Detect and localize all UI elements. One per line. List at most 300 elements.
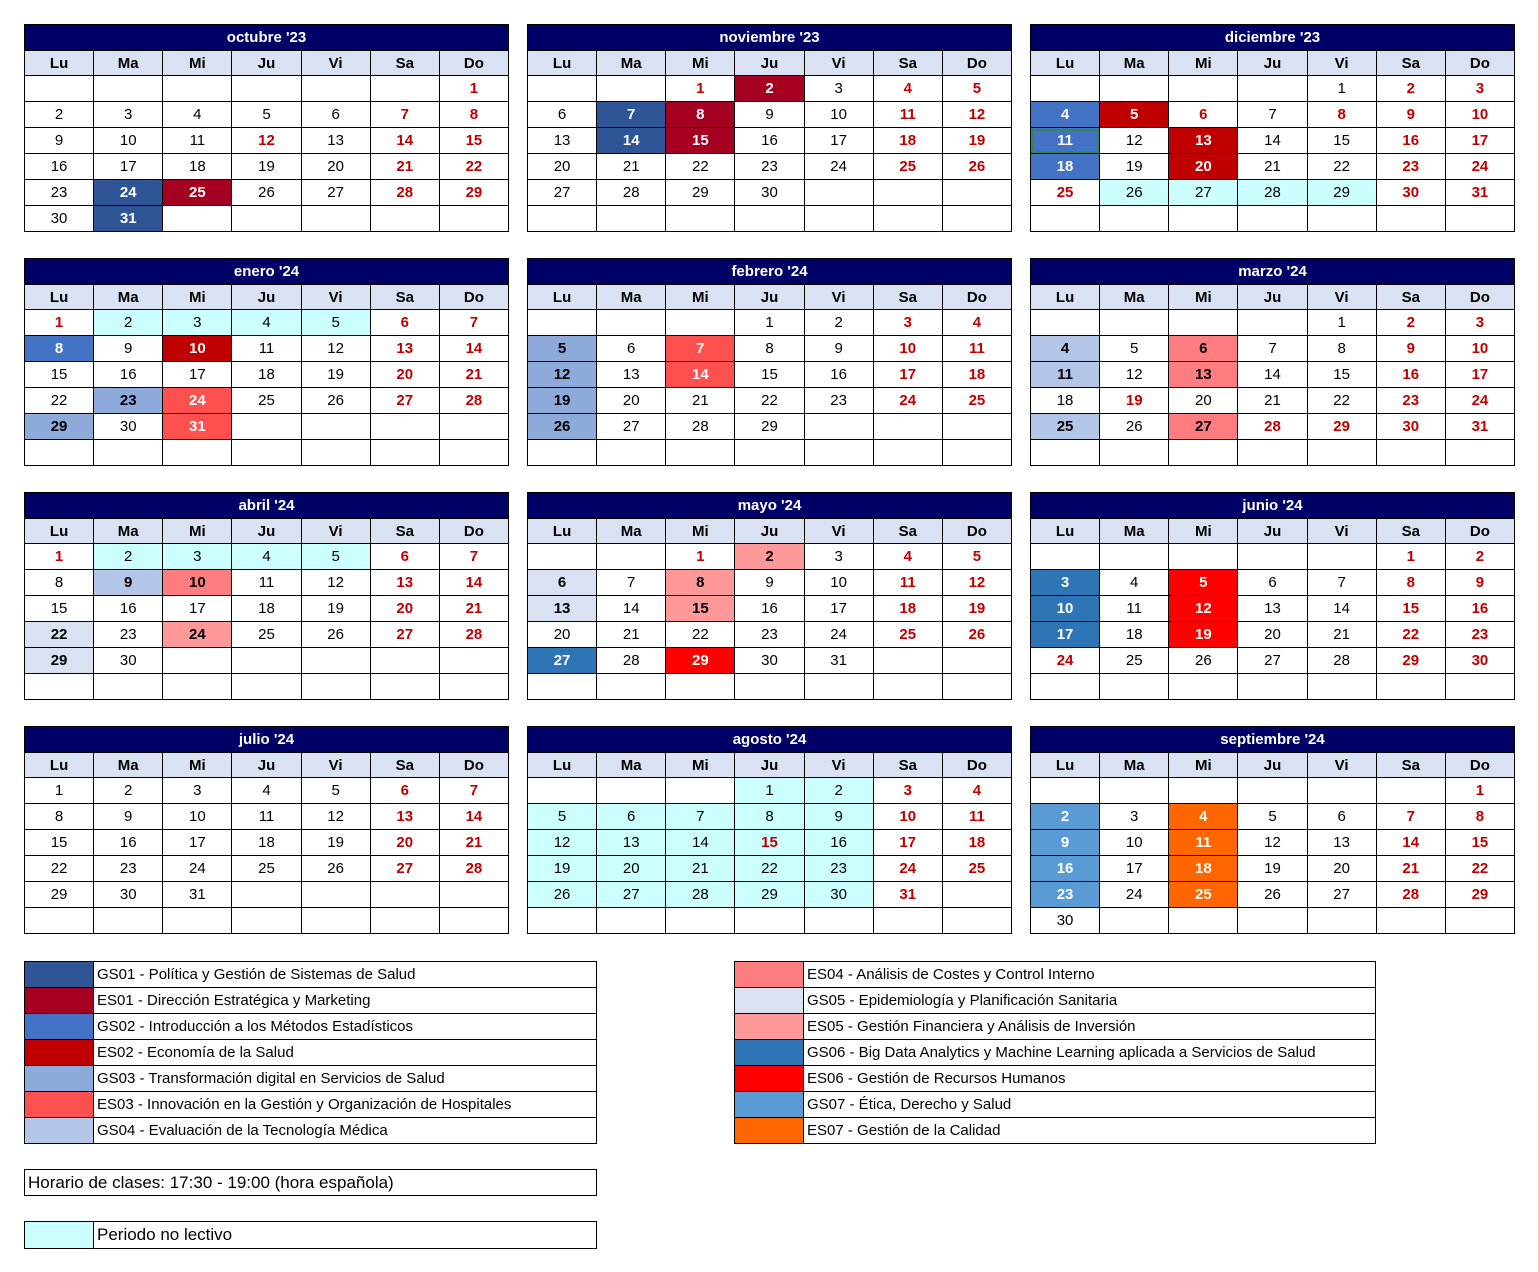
day-cell[interactable]: 7: [439, 778, 508, 804]
day-cell[interactable]: 31: [163, 882, 232, 908]
day-cell[interactable]: 6: [370, 544, 439, 570]
day-cell[interactable]: 23: [1031, 882, 1100, 908]
day-cell[interactable]: 29: [666, 180, 735, 206]
day-cell[interactable]: 26: [1100, 414, 1169, 440]
day-cell[interactable]: 26: [232, 180, 301, 206]
day-cell[interactable]: 7: [666, 804, 735, 830]
day-cell[interactable]: 14: [1376, 830, 1445, 856]
day-cell[interactable]: 16: [94, 830, 163, 856]
day-cell[interactable]: 19: [942, 596, 1011, 622]
day-cell[interactable]: 24: [873, 856, 942, 882]
day-cell[interactable]: 16: [1031, 856, 1100, 882]
day-cell[interactable]: 22: [1307, 154, 1376, 180]
day-cell[interactable]: 26: [528, 414, 597, 440]
day-cell[interactable]: 15: [666, 128, 735, 154]
day-cell[interactable]: 28: [439, 388, 508, 414]
day-cell[interactable]: 12: [232, 128, 301, 154]
day-cell[interactable]: 30: [94, 648, 163, 674]
day-cell[interactable]: 8: [1307, 336, 1376, 362]
day-cell[interactable]: 16: [735, 596, 804, 622]
day-cell[interactable]: 9: [94, 336, 163, 362]
day-cell[interactable]: 7: [1238, 102, 1307, 128]
day-cell[interactable]: 19: [1100, 388, 1169, 414]
day-cell[interactable]: 2: [1376, 310, 1445, 336]
day-cell[interactable]: 14: [439, 804, 508, 830]
day-cell[interactable]: 16: [735, 128, 804, 154]
day-cell[interactable]: 4: [1100, 570, 1169, 596]
day-cell[interactable]: 15: [1307, 362, 1376, 388]
day-cell[interactable]: 5: [301, 544, 370, 570]
day-cell[interactable]: 10: [1031, 596, 1100, 622]
day-cell[interactable]: 19: [301, 596, 370, 622]
day-cell[interactable]: 26: [942, 154, 1011, 180]
day-cell[interactable]: 7: [439, 310, 508, 336]
day-cell[interactable]: 16: [1445, 596, 1514, 622]
day-cell[interactable]: 25: [163, 180, 232, 206]
day-cell[interactable]: 12: [942, 570, 1011, 596]
day-cell[interactable]: 12: [528, 362, 597, 388]
day-cell[interactable]: 6: [528, 570, 597, 596]
day-cell[interactable]: 10: [1445, 102, 1514, 128]
day-cell[interactable]: 21: [370, 154, 439, 180]
day-cell[interactable]: 19: [301, 830, 370, 856]
day-cell[interactable]: 2: [94, 310, 163, 336]
day-cell[interactable]: 16: [1376, 128, 1445, 154]
day-cell[interactable]: 12: [1100, 128, 1169, 154]
day-cell[interactable]: 6: [528, 102, 597, 128]
day-cell[interactable]: 14: [439, 570, 508, 596]
day-cell[interactable]: 9: [1376, 336, 1445, 362]
day-cell[interactable]: 22: [666, 622, 735, 648]
day-cell[interactable]: 25: [1031, 180, 1100, 206]
day-cell[interactable]: 13: [370, 336, 439, 362]
day-cell[interactable]: 28: [1307, 648, 1376, 674]
day-cell[interactable]: 5: [1100, 336, 1169, 362]
day-cell[interactable]: 6: [597, 804, 666, 830]
day-cell[interactable]: 16: [94, 362, 163, 388]
day-cell[interactable]: 2: [25, 102, 94, 128]
day-cell[interactable]: 21: [439, 830, 508, 856]
day-cell[interactable]: 25: [873, 622, 942, 648]
day-cell[interactable]: 6: [370, 310, 439, 336]
day-cell[interactable]: 23: [1445, 622, 1514, 648]
day-cell[interactable]: 10: [873, 804, 942, 830]
day-cell[interactable]: 14: [666, 830, 735, 856]
day-cell[interactable]: 14: [1238, 362, 1307, 388]
day-cell[interactable]: 2: [1031, 804, 1100, 830]
day-cell[interactable]: 18: [873, 128, 942, 154]
day-cell[interactable]: 26: [1169, 648, 1238, 674]
day-cell[interactable]: 13: [1307, 830, 1376, 856]
day-cell[interactable]: 31: [1445, 414, 1514, 440]
day-cell[interactable]: 13: [301, 128, 370, 154]
day-cell[interactable]: 21: [439, 596, 508, 622]
day-cell[interactable]: 19: [1100, 154, 1169, 180]
day-cell[interactable]: 22: [25, 622, 94, 648]
day-cell[interactable]: 20: [1307, 856, 1376, 882]
day-cell[interactable]: 30: [1031, 908, 1100, 934]
day-cell[interactable]: 9: [94, 804, 163, 830]
day-cell[interactable]: 16: [1376, 362, 1445, 388]
day-cell[interactable]: 10: [94, 128, 163, 154]
day-cell[interactable]: 1: [666, 76, 735, 102]
day-cell[interactable]: 14: [666, 362, 735, 388]
day-cell[interactable]: 5: [528, 804, 597, 830]
day-cell[interactable]: 24: [163, 388, 232, 414]
day-cell[interactable]: 4: [942, 778, 1011, 804]
day-cell[interactable]: 1: [25, 310, 94, 336]
day-cell[interactable]: 26: [301, 622, 370, 648]
day-cell[interactable]: 24: [804, 154, 873, 180]
day-cell[interactable]: 13: [528, 596, 597, 622]
day-cell[interactable]: 11: [873, 570, 942, 596]
day-cell[interactable]: 27: [528, 648, 597, 674]
day-cell[interactable]: 1: [735, 778, 804, 804]
day-cell[interactable]: 17: [163, 830, 232, 856]
day-cell[interactable]: 29: [439, 180, 508, 206]
day-cell[interactable]: 15: [1445, 830, 1514, 856]
day-cell[interactable]: 23: [804, 388, 873, 414]
day-cell[interactable]: 8: [735, 804, 804, 830]
day-cell[interactable]: 8: [25, 570, 94, 596]
day-cell[interactable]: 18: [1169, 856, 1238, 882]
day-cell[interactable]: 23: [735, 622, 804, 648]
day-cell[interactable]: 23: [94, 856, 163, 882]
day-cell[interactable]: 28: [666, 882, 735, 908]
day-cell[interactable]: 1: [735, 310, 804, 336]
day-cell[interactable]: 3: [1100, 804, 1169, 830]
day-cell[interactable]: 24: [1031, 648, 1100, 674]
day-cell[interactable]: 20: [370, 362, 439, 388]
day-cell[interactable]: 6: [301, 102, 370, 128]
day-cell[interactable]: 28: [1238, 414, 1307, 440]
day-cell[interactable]: 11: [1031, 128, 1100, 154]
day-cell[interactable]: 30: [94, 414, 163, 440]
day-cell[interactable]: 3: [163, 778, 232, 804]
day-cell[interactable]: 20: [1169, 388, 1238, 414]
day-cell[interactable]: 14: [1307, 596, 1376, 622]
day-cell[interactable]: 30: [1376, 180, 1445, 206]
day-cell[interactable]: 18: [942, 830, 1011, 856]
day-cell[interactable]: 18: [1100, 622, 1169, 648]
day-cell[interactable]: 19: [301, 362, 370, 388]
day-cell[interactable]: 24: [163, 856, 232, 882]
day-cell[interactable]: 22: [25, 388, 94, 414]
day-cell[interactable]: 20: [597, 388, 666, 414]
day-cell[interactable]: 14: [1238, 128, 1307, 154]
day-cell[interactable]: 6: [1169, 102, 1238, 128]
day-cell[interactable]: 4: [1169, 804, 1238, 830]
day-cell[interactable]: 22: [439, 154, 508, 180]
day-cell[interactable]: 22: [735, 856, 804, 882]
day-cell[interactable]: 29: [25, 882, 94, 908]
day-cell[interactable]: 1: [1307, 310, 1376, 336]
day-cell[interactable]: 9: [735, 102, 804, 128]
day-cell[interactable]: 19: [528, 388, 597, 414]
day-cell[interactable]: 12: [1238, 830, 1307, 856]
day-cell[interactable]: 6: [1238, 570, 1307, 596]
day-cell[interactable]: 26: [528, 882, 597, 908]
day-cell[interactable]: 22: [1376, 622, 1445, 648]
day-cell[interactable]: 15: [735, 830, 804, 856]
day-cell[interactable]: 20: [597, 856, 666, 882]
day-cell[interactable]: 8: [1376, 570, 1445, 596]
day-cell[interactable]: 8: [25, 336, 94, 362]
day-cell[interactable]: 6: [1307, 804, 1376, 830]
day-cell[interactable]: 12: [528, 830, 597, 856]
day-cell[interactable]: 17: [1445, 362, 1514, 388]
day-cell[interactable]: 10: [163, 336, 232, 362]
day-cell[interactable]: 10: [163, 570, 232, 596]
day-cell[interactable]: 24: [804, 622, 873, 648]
day-cell[interactable]: 18: [1031, 154, 1100, 180]
day-cell[interactable]: 3: [873, 778, 942, 804]
day-cell[interactable]: 28: [439, 856, 508, 882]
day-cell[interactable]: 13: [370, 570, 439, 596]
day-cell[interactable]: 18: [232, 830, 301, 856]
day-cell[interactable]: 24: [1445, 388, 1514, 414]
day-cell[interactable]: 5: [1238, 804, 1307, 830]
day-cell[interactable]: 7: [597, 570, 666, 596]
day-cell[interactable]: 3: [804, 544, 873, 570]
day-cell[interactable]: 29: [25, 648, 94, 674]
day-cell[interactable]: 21: [1238, 154, 1307, 180]
day-cell[interactable]: 13: [1238, 596, 1307, 622]
day-cell[interactable]: 1: [25, 778, 94, 804]
day-cell[interactable]: 27: [1169, 180, 1238, 206]
day-cell[interactable]: 12: [301, 570, 370, 596]
day-cell[interactable]: 7: [666, 336, 735, 362]
day-cell[interactable]: 1: [439, 76, 508, 102]
day-cell[interactable]: 27: [528, 180, 597, 206]
day-cell[interactable]: 7: [1376, 804, 1445, 830]
day-cell[interactable]: 30: [1376, 414, 1445, 440]
day-cell[interactable]: 17: [163, 362, 232, 388]
day-cell[interactable]: 29: [666, 648, 735, 674]
day-cell[interactable]: 31: [1445, 180, 1514, 206]
day-cell[interactable]: 13: [1169, 362, 1238, 388]
day-cell[interactable]: 23: [25, 180, 94, 206]
day-cell[interactable]: 15: [1307, 128, 1376, 154]
day-cell[interactable]: 27: [301, 180, 370, 206]
day-cell[interactable]: 9: [735, 570, 804, 596]
day-cell[interactable]: 28: [597, 180, 666, 206]
day-cell[interactable]: 25: [1169, 882, 1238, 908]
day-cell[interactable]: 29: [1445, 882, 1514, 908]
day-cell[interactable]: 8: [666, 570, 735, 596]
day-cell[interactable]: 2: [735, 76, 804, 102]
day-cell[interactable]: 13: [528, 128, 597, 154]
day-cell[interactable]: 3: [163, 544, 232, 570]
day-cell[interactable]: 25: [232, 388, 301, 414]
day-cell[interactable]: 11: [232, 570, 301, 596]
day-cell[interactable]: 25: [942, 856, 1011, 882]
day-cell[interactable]: 23: [735, 154, 804, 180]
day-cell[interactable]: 4: [232, 778, 301, 804]
day-cell[interactable]: 5: [528, 336, 597, 362]
day-cell[interactable]: 20: [1238, 622, 1307, 648]
day-cell[interactable]: 5: [1169, 570, 1238, 596]
day-cell[interactable]: 11: [232, 804, 301, 830]
day-cell[interactable]: 11: [232, 336, 301, 362]
day-cell[interactable]: 4: [873, 544, 942, 570]
day-cell[interactable]: 31: [163, 414, 232, 440]
day-cell[interactable]: 5: [301, 778, 370, 804]
day-cell[interactable]: 3: [804, 76, 873, 102]
day-cell[interactable]: 10: [873, 336, 942, 362]
day-cell[interactable]: 13: [370, 804, 439, 830]
day-cell[interactable]: 4: [163, 102, 232, 128]
day-cell[interactable]: 11: [1031, 362, 1100, 388]
day-cell[interactable]: 10: [1100, 830, 1169, 856]
day-cell[interactable]: 27: [370, 856, 439, 882]
day-cell[interactable]: 3: [1445, 310, 1514, 336]
day-cell[interactable]: 21: [1307, 622, 1376, 648]
day-cell[interactable]: 14: [597, 128, 666, 154]
day-cell[interactable]: 23: [804, 856, 873, 882]
day-cell[interactable]: 30: [94, 882, 163, 908]
day-cell[interactable]: 22: [1445, 856, 1514, 882]
day-cell[interactable]: 15: [735, 362, 804, 388]
day-cell[interactable]: 8: [439, 102, 508, 128]
day-cell[interactable]: 25: [873, 154, 942, 180]
day-cell[interactable]: 30: [1445, 648, 1514, 674]
day-cell[interactable]: 3: [1445, 76, 1514, 102]
day-cell[interactable]: 13: [1169, 128, 1238, 154]
day-cell[interactable]: 21: [1238, 388, 1307, 414]
day-cell[interactable]: 30: [735, 180, 804, 206]
day-cell[interactable]: 8: [1445, 804, 1514, 830]
day-cell[interactable]: 9: [1031, 830, 1100, 856]
day-cell[interactable]: 26: [301, 856, 370, 882]
day-cell[interactable]: 3: [94, 102, 163, 128]
day-cell[interactable]: 16: [94, 596, 163, 622]
day-cell[interactable]: 2: [804, 778, 873, 804]
day-cell[interactable]: 2: [1445, 544, 1514, 570]
day-cell[interactable]: 10: [804, 102, 873, 128]
day-cell[interactable]: 27: [370, 622, 439, 648]
day-cell[interactable]: 2: [94, 544, 163, 570]
day-cell[interactable]: 20: [370, 596, 439, 622]
day-cell[interactable]: 15: [1376, 596, 1445, 622]
day-cell[interactable]: 28: [1376, 882, 1445, 908]
day-cell[interactable]: 15: [25, 830, 94, 856]
day-cell[interactable]: 24: [163, 622, 232, 648]
day-cell[interactable]: 11: [163, 128, 232, 154]
day-cell[interactable]: 14: [597, 596, 666, 622]
day-cell[interactable]: 15: [25, 362, 94, 388]
day-cell[interactable]: 18: [873, 596, 942, 622]
day-cell[interactable]: 31: [804, 648, 873, 674]
day-cell[interactable]: 6: [597, 336, 666, 362]
day-cell[interactable]: 22: [25, 856, 94, 882]
day-cell[interactable]: 29: [1307, 180, 1376, 206]
day-cell[interactable]: 4: [1031, 102, 1100, 128]
day-cell[interactable]: 20: [528, 622, 597, 648]
day-cell[interactable]: 19: [232, 154, 301, 180]
day-cell[interactable]: 11: [942, 336, 1011, 362]
day-cell[interactable]: 29: [25, 414, 94, 440]
day-cell[interactable]: 20: [370, 830, 439, 856]
day-cell[interactable]: 5: [301, 310, 370, 336]
day-cell[interactable]: 3: [873, 310, 942, 336]
day-cell[interactable]: 3: [1031, 570, 1100, 596]
day-cell[interactable]: 8: [666, 102, 735, 128]
day-cell[interactable]: 4: [232, 544, 301, 570]
day-cell[interactable]: 12: [942, 102, 1011, 128]
day-cell[interactable]: 27: [597, 414, 666, 440]
day-cell[interactable]: 1: [666, 544, 735, 570]
day-cell[interactable]: 30: [25, 206, 94, 232]
day-cell[interactable]: 14: [439, 336, 508, 362]
day-cell[interactable]: 28: [439, 622, 508, 648]
day-cell[interactable]: 21: [666, 388, 735, 414]
day-cell[interactable]: 9: [25, 128, 94, 154]
day-cell[interactable]: 22: [666, 154, 735, 180]
day-cell[interactable]: 27: [1307, 882, 1376, 908]
day-cell[interactable]: 12: [1169, 596, 1238, 622]
day-cell[interactable]: 16: [804, 830, 873, 856]
day-cell[interactable]: 18: [232, 362, 301, 388]
day-cell[interactable]: 18: [232, 596, 301, 622]
day-cell[interactable]: 1: [25, 544, 94, 570]
day-cell[interactable]: 19: [1169, 622, 1238, 648]
day-cell[interactable]: 12: [301, 804, 370, 830]
day-cell[interactable]: 21: [666, 856, 735, 882]
day-cell[interactable]: 17: [1100, 856, 1169, 882]
day-cell[interactable]: 4: [873, 76, 942, 102]
day-cell[interactable]: 17: [163, 596, 232, 622]
day-cell[interactable]: 9: [804, 336, 873, 362]
day-cell[interactable]: 19: [942, 128, 1011, 154]
day-cell[interactable]: 5: [232, 102, 301, 128]
day-cell[interactable]: 29: [735, 882, 804, 908]
day-cell[interactable]: 4: [232, 310, 301, 336]
day-cell[interactable]: 8: [25, 804, 94, 830]
day-cell[interactable]: 15: [25, 596, 94, 622]
day-cell[interactable]: 6: [1169, 336, 1238, 362]
day-cell[interactable]: 2: [94, 778, 163, 804]
day-cell[interactable]: 12: [301, 336, 370, 362]
day-cell[interactable]: 11: [1100, 596, 1169, 622]
day-cell[interactable]: 24: [1445, 154, 1514, 180]
day-cell[interactable]: 24: [873, 388, 942, 414]
day-cell[interactable]: 25: [1100, 648, 1169, 674]
day-cell[interactable]: 15: [439, 128, 508, 154]
day-cell[interactable]: 30: [804, 882, 873, 908]
day-cell[interactable]: 5: [942, 76, 1011, 102]
day-cell[interactable]: 1: [1445, 778, 1514, 804]
day-cell[interactable]: 4: [1031, 336, 1100, 362]
day-cell[interactable]: 9: [94, 570, 163, 596]
day-cell[interactable]: 27: [1169, 414, 1238, 440]
day-cell[interactable]: 6: [370, 778, 439, 804]
day-cell[interactable]: 17: [1031, 622, 1100, 648]
day-cell[interactable]: 18: [942, 362, 1011, 388]
day-cell[interactable]: 16: [804, 362, 873, 388]
day-cell[interactable]: 22: [735, 388, 804, 414]
day-cell[interactable]: 2: [804, 310, 873, 336]
day-cell[interactable]: 15: [666, 596, 735, 622]
day-cell[interactable]: 7: [439, 544, 508, 570]
day-cell[interactable]: 7: [597, 102, 666, 128]
day-cell[interactable]: 9: [804, 804, 873, 830]
day-cell[interactable]: 28: [666, 414, 735, 440]
day-cell[interactable]: 26: [942, 622, 1011, 648]
day-cell[interactable]: 13: [597, 362, 666, 388]
day-cell[interactable]: 17: [94, 154, 163, 180]
day-cell[interactable]: 22: [1307, 388, 1376, 414]
